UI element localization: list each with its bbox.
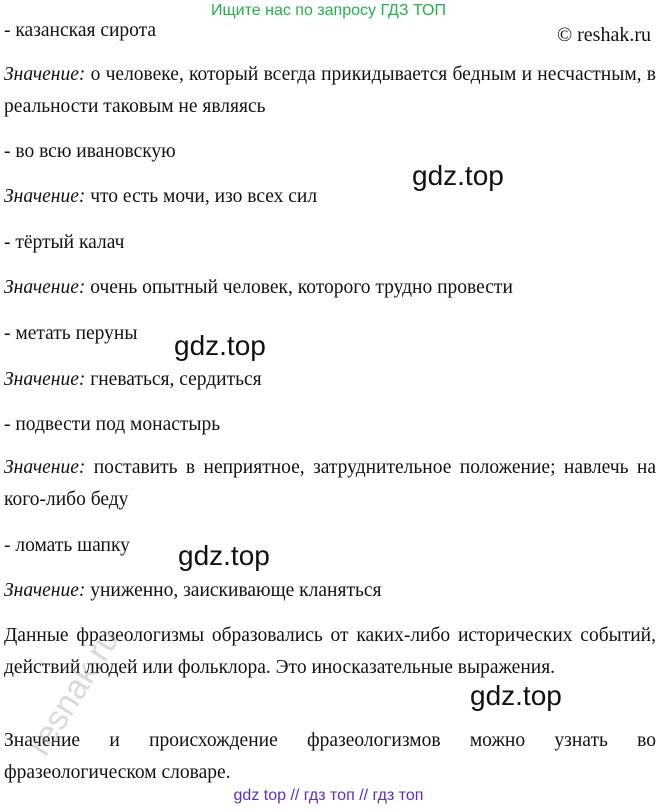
reshak-side-watermark: resnak.ru bbox=[20, 621, 128, 763]
meaning-label: Значение: bbox=[4, 64, 86, 85]
phrase-1: - казанская сирота bbox=[4, 20, 157, 41]
meaning-6: Значение: униженно, заискивающе кланяться bbox=[4, 580, 382, 601]
meaning-2: Значение: что есть мочи, изо всех сил bbox=[4, 186, 318, 207]
gdz-watermark-2: gdz.top bbox=[174, 330, 266, 361]
copyright-notice: © reshak.ru bbox=[556, 24, 651, 46]
gdz-watermark-3: gdz.top bbox=[178, 540, 270, 571]
top-banner[interactable]: Ищите нас по запросу ГДЗ ТОП bbox=[211, 2, 446, 19]
conclusion-paragraph-2: Значение и происхождение фразеологизмов можно узнать во фразеологическом словаре. bbox=[4, 730, 656, 783]
phrase-4: - метать перуны bbox=[4, 323, 138, 344]
phrase-5: - подвести под монастырь bbox=[4, 414, 221, 435]
meaning-5: Значение: поставить в неприятное, затруднительное положение; навлечь на кого-либо беду bbox=[4, 457, 656, 510]
meaning-1: Значение: о человеке, который всегда прикидывается бедным и несчастным, в реальности таковым не являясь bbox=[4, 64, 656, 117]
phrase-3: - тёртый калач bbox=[4, 232, 125, 253]
gdz-watermark-1: gdz.top bbox=[412, 160, 504, 191]
meaning-4: Значение: гневаться, сердиться bbox=[4, 369, 262, 390]
phrase-2: - во всю ивановскую bbox=[4, 141, 176, 162]
conclusion-paragraph-1: Данные фразеологизмы образовались от каких-либо исторических событий, действий людей или фольклора. Это иносказательные выражения. bbox=[4, 625, 656, 678]
meaning-3: Значение: очень опытный человек, которого трудно провести bbox=[4, 277, 513, 298]
footer-links[interactable]: gdz top // гдз топ // гдз топ bbox=[233, 787, 424, 804]
phrase-6: - ломать шапку bbox=[4, 535, 130, 556]
gdz-watermark-4: gdz.top bbox=[470, 680, 562, 711]
